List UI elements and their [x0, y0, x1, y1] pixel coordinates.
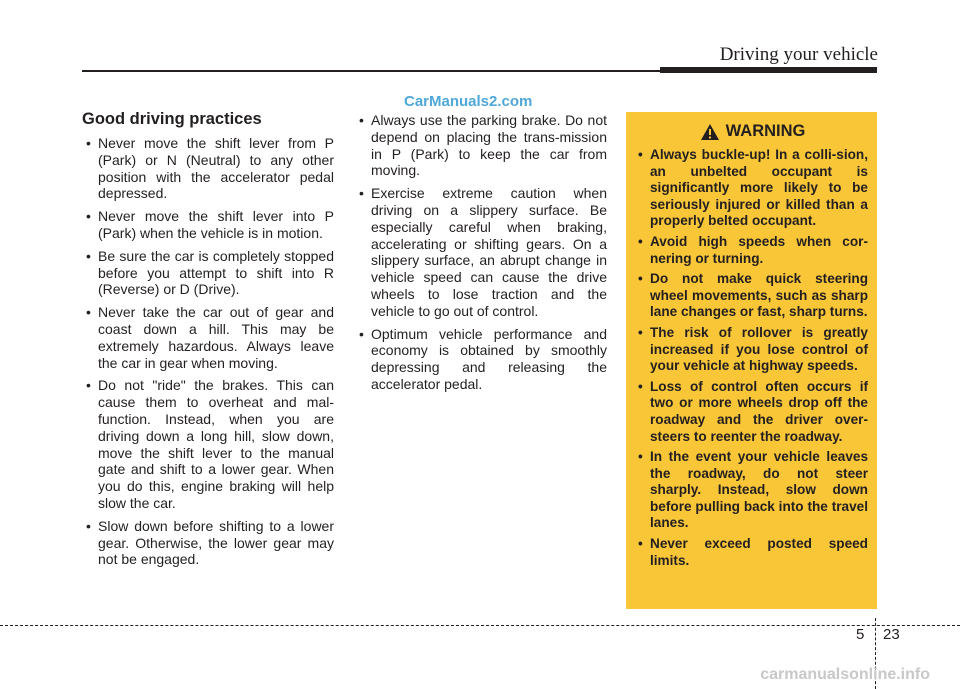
list-item: • Be sure the car is completely stopped before you attempt to shift into R (Reverse) or D (Drive).	[82, 248, 334, 298]
warning-header	[637, 122, 868, 141]
header-rule-accent	[660, 67, 877, 73]
list-item: • Optimum vehicle performance and economy is obtained by smoothly depressing and releasing the accelerator pedal.	[355, 326, 607, 393]
watermark-bottom: carmanualsonline.info	[760, 666, 930, 683]
list-item: • Never move the shift lever from P (Park) or N (Neutral) to any other position with the accelerator pedal depressed.	[82, 135, 334, 202]
footer-rule	[0, 625, 960, 626]
list-item: • Do not "ride" the brakes. This can cause them to overheat and mal-function. Instead, when you are driving down a long hill, slow down, move the shift lever to the manual gate and shift to a lower gear. When you do this, engine braking will help slow the car.	[82, 377, 334, 511]
list-item: • Exercise extreme caution when driving on a slippery surface. Be especially careful when braking, accelerating or shifting gears. On a slippery surface, an abrupt change in vehicle speed can cause the drive wheels to lose traction and the vehicle to go out of control.	[355, 185, 607, 319]
practices-continued-list	[355, 112, 607, 393]
warning-item: • Always buckle-up! In a colli-sion, an unbelted occupant is significantly more likely to be seriously injured or killed than a properly belted occupant.	[637, 147, 868, 230]
page-number: 23	[883, 626, 900, 643]
section-heading: Good driving practices	[82, 110, 262, 128]
warning-item: • Loss of control often occurs if two or more wheels drop off the roadway and the driver over-steers to reenter the roadway.	[637, 379, 868, 445]
warning-item: • Avoid high speeds when cor-nering or turning.	[637, 234, 868, 267]
left-column	[82, 110, 334, 574]
warning-item: • The risk of rollover is greatly increased if you lose control of your vehicle at highway speeds.	[637, 325, 868, 375]
watermark-top: CarManuals2.com	[404, 93, 533, 110]
warning-box	[626, 112, 877, 609]
middle-column	[355, 112, 607, 399]
list-item: • Never move the shift lever into P (Park) when the vehicle is in motion.	[82, 208, 334, 242]
warning-title: WARNING	[725, 122, 806, 140]
list-item: • Never take the car out of gear and coast down a hill. This may be extremely hazardous. Always leave the car in gear when moving.	[82, 304, 334, 371]
section-number: 5	[856, 626, 865, 643]
warning-item: • Never exceed posted speed limits.	[637, 536, 868, 569]
good-practices-list	[82, 135, 334, 568]
warning-triangle-icon	[700, 123, 720, 141]
chapter-title: Driving your vehicle	[719, 44, 878, 65]
list-item: • Slow down before shifting to a lower gear. Otherwise, the lower gear may not be engaged.	[82, 518, 334, 568]
list-item: • Always use the parking brake. Do not depend on placing the trans-mission in P (Park) to keep the car from moving.	[355, 112, 607, 179]
warning-list	[637, 147, 868, 569]
warning-item: • In the event your vehicle leaves the roadway, do not steer sharply. Instead, slow down before pulling back into the travel lanes.	[637, 449, 868, 532]
warning-item: • Do not make quick steering wheel movements, such as sharp lane changes or fast, sharp turns.	[637, 271, 868, 321]
